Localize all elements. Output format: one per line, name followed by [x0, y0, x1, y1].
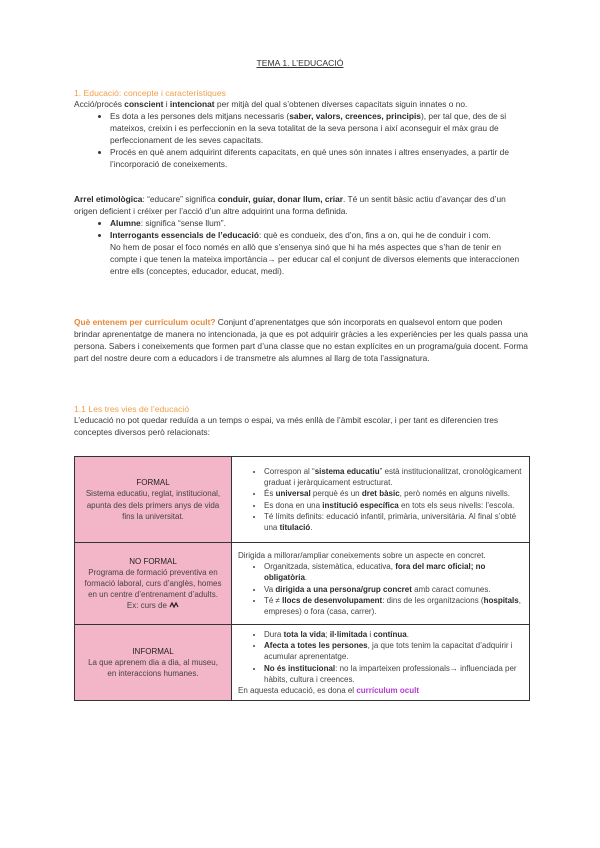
formal-label: FORMAL: [136, 478, 170, 488]
education-types-table: [74, 456, 530, 701]
scribble-icon: [169, 601, 179, 609]
informal-footer: En aquesta educació, es dona el currículum ocult: [238, 685, 419, 695]
list-item: • No és institucional: no la imparteixen professionals→ influenciada per hàbits, cultura i creences.: [264, 663, 525, 685]
list-item: • Té límits definits: educació infantil, primària, universitària. Al final s’obté una titulació.: [264, 511, 525, 533]
subsection-heading: 1.1 Les tres vies de l’educació: [74, 404, 190, 414]
noformal-description: Programa de formació preventiva en formació laboral, curs d’anglès, homes en un centre d’entrenament d’adults.: [84, 567, 222, 600]
noformal-example: Ex: curs de: [126, 601, 170, 611]
list-item: • És universal perquè és un dret bàsic, però només en alguns nivells.: [264, 488, 525, 499]
etymology-paragraph: Arrel etimològica: “educare” significa conduir, guiar, donar llum, criar. Té un sentit bàsic actiu d’avançar des d’un origen deficient i créixer per l’acció d’un altre adquirint una forma definida.: [74, 194, 506, 216]
table-row: [75, 625, 530, 701]
section-tres-vies: [74, 403, 529, 439]
list-item: • Va dirigida a una persona/grup concret amb caract comunes.: [264, 584, 525, 595]
section-etimologia: [74, 194, 529, 277]
document-title: TEMA 1. L’EDUCACIÓ: [256, 58, 344, 68]
noformal-details: [232, 543, 530, 625]
formal-details: [232, 457, 530, 543]
definition-paragraph: Acció/procés conscient i intencionat per mitjà del qual s’obtenen diverses capacitats siguin innates o no.: [74, 99, 468, 110]
noformal-cell: [75, 543, 232, 625]
hidden-curriculum-paragraph: Què entenem per currículum ocult? Conjunt d’aprenentatges que són incorporats en qualsevol entorn que poden brindar aprenentatge de manera no intencionada, ja que es pot adquirir gràcies a les experiències per les quals passa una persona. Sabers i coneixements que formen part d’una classe que no estan explícites en un programa/guia docent. Forma part del nostre deure com a educadors i de transmetre als alumnes al llarg de tota l’assignatura.: [74, 317, 528, 363]
list-item: • Dura tota la vida; il·limitada i contínua.: [264, 629, 525, 640]
list-item: • Té ≠ llocs de desenvolupament: dins de les organitzacions (hospitals, empreses) o fora (casa, carrer).: [264, 595, 525, 617]
formal-description: Sistema educatiu, reglat, institucional, apunta des dels primers anys de vida fins la universitat.: [85, 489, 221, 521]
bullet-list: [74, 218, 529, 278]
bullet-list: [74, 111, 529, 171]
noformal-label: NO FORMAL: [129, 556, 177, 566]
section-curriculum-ocult: [74, 317, 529, 365]
list-item: • Interrogants essencials de l’educació: què es condueix, des d’on, fins a on, qui he de conduir i com. No hem de posar el foco només en allò que s’ensenya sinó que hi ha més aspectes que s’han de tenir en compte i que tenen la mateixa importància→ per educar cal el conjunt de diversos elements que interaccionen entre ells (conceptes, educador, educat, medi).: [110, 230, 529, 278]
noformal-intro: Dirigida a millorar/ampliar coneixements sobre un aspecte en concret.: [238, 550, 486, 560]
informal-description: La que aprenem dia a dia, al museu, en interaccions humanes.: [88, 657, 218, 679]
list-item: • Correspon al “sistema educatiu” està institucionalitzat, cronològicament graduat i jeràrquicament estructurat.: [264, 466, 525, 488]
formal-cell: [75, 457, 232, 543]
section-educacio: [74, 87, 529, 171]
informal-label: INFORMAL: [132, 646, 174, 656]
list-item: • Alumne: significa “sense llum”.: [110, 218, 529, 230]
list-item: • Organitzada, sistemàtica, educativa, fora del marc oficial; no obligatòria.: [264, 561, 525, 583]
list-item: • Procés en què anem adquirint diferents capacitats, en què unes són innates i altres ensenyades, a partir de l’incorporació de coneixements.: [110, 147, 529, 171]
list-item: • Afecta a totes les persones, ja que tots tenim la capacitat d’adquirir i acumular aprenentatge.: [264, 640, 525, 662]
informal-cell: [75, 625, 232, 701]
subsection-intro: L’educació no pot quedar reduïda a un temps o espai, va més enllà de l’àmbit escolar, i per tant es diferencien tres conceptes diversos però relacionats:: [74, 415, 499, 438]
section-heading: 1. Educació: concepte i característiques: [74, 88, 226, 98]
question-heading: Què entenem per currículum ocult?: [74, 317, 216, 327]
table-row: [75, 457, 530, 543]
list-item: • Es dona en una institució específica en tots els seus nivells: l’escola.: [264, 500, 525, 511]
informal-details: [232, 625, 530, 701]
list-item: • Es dota a les persones dels mitjans necessaris (saber, valors, creences, principis), per tal que, des de si mateixos, creixin i es perfeccionin en la seva totalitat de la seva persona i així aconseguir el màx grau de perfeccionament de les seves capacitats.: [110, 111, 529, 147]
table-row: [75, 543, 530, 625]
